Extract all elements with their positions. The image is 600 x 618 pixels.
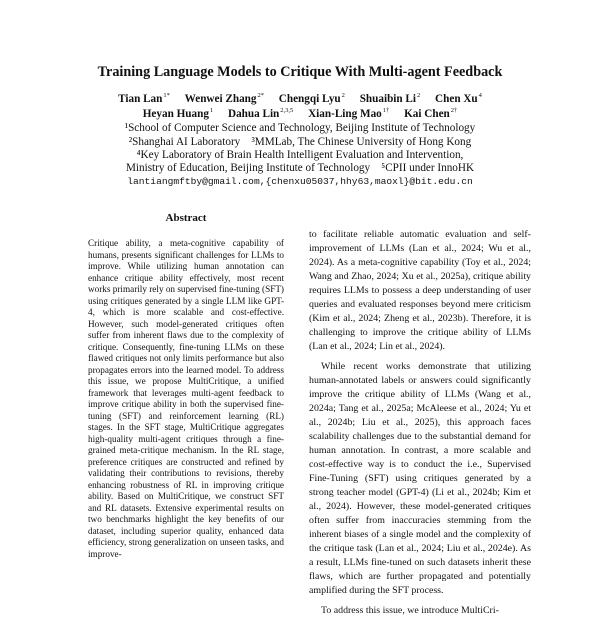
body-paragraph: to facilitate reliable automatic evaluation and self-improvement of LLMs (Lan et al., 2024; Wu et al., 2024). As a meta-cognitive capability (Toy et al., 2024; Wang and Zhao, 2024; Xu et al., 2025a), critique ability requires LLMs to possess a deep understanding of user queries and evaluated responses beyond mere criticism (Kim et al., 2024; Zheng et al., 2023b). Therefore, it is challenging to improve the critique ability of LLMs (Lan et al., 2024; Lin et al., 2024). — [309, 229, 531, 352]
author: Wenwei Zhang$^{2*}$ — [184, 92, 264, 105]
contact-email[interactable]: lantiangmftby@gmail.com,{chenxu05037,hhy63,maoxl}@bit.edu.cn — [127, 176, 473, 187]
body-paragraph: To address this issue, we introduce MultiCri- — [321, 605, 499, 616]
affiliation-line: Ministry of Education, Beijing Institute of Technology ⁵CPII under InnoHK — [125, 162, 475, 174]
introduction-column — [309, 228, 531, 618]
author: Chengqi Lyu$^2$ — [278, 92, 345, 105]
body-paragraph: While recent works demonstrate that utilizing human-annotated labels or answers could significantly improve the critique ability of LLMs (Wang et al., 2024a; Tang et al., 2025a; McAleese et al., 2024; Yu et al., 2024b; Liu et al., 2025), this approach faces scalability challenges due to the substantial demand for human annotation. In contrast, a more scalable and cost-effective way is to conduct the i.e., Supervised Fine-Tuning (SFT) using critiques generated by a strong teacher model (GPT-4) (Li et al., 2024b; Kim et al., 2024). However, these model-generated critiques often suffer from inaccuracies stemming from the inherent biases of a single model and the complexity of the critique task (Lan et al., 2024; Liu et al., 2024e). As a result, LLMs fine-tuned on such datasets inherit these flaws, which are further propagated and potentially amplified during the SFT process. — [309, 361, 531, 596]
author: Heyan Huang$^1$ — [142, 107, 214, 120]
author-line-2 — [0, 107, 600, 120]
author: Shuaibin Li$^2$ — [359, 92, 421, 105]
author: Kai Chen$^{2\dagger}$ — [404, 107, 458, 120]
author: Dahua Lin$^{2,3,5}$ — [227, 107, 294, 120]
abstract-heading: Abstract — [165, 212, 207, 224]
author: Xian-Ling Mao$^{1\dagger}$ — [308, 107, 390, 120]
affiliation-line: ¹School of Computer Science and Technology, Beijing Institute of Technology — [124, 122, 476, 134]
paper-title: Training Language Models to Critique With Multi-agent Feedback — [97, 64, 503, 80]
author: Chen Xu$^4$ — [435, 92, 482, 105]
author: Tian Lan$^{1*}$ — [118, 92, 170, 105]
affiliation-line: ²Shanghai AI Laboratory ³MMLab, The Chinese University of Hong Kong — [128, 136, 472, 148]
abstract-body: Critique ability, a meta-cognitive capability of humans, presents significant challenges for LLMs to improve. While utilizing human annotation can enhance critique ability effectively, most recent works primarily rely on supervised fine-tuning (SFT) using critiques generated by a single LLM like GPT-4, which is more scalable and cost-effective. However, such model-generated critiques often suffer from inherent flaws due to the complexity of critique. Consequently, fine-tuning LLMs on these flawed critiques not only limits performance but also propagates errors into the learned model. To address this issue, we propose MultiCritique, a unified framework that leverages multi-agent feedback to improve critique ability in both the supervised fine-tuning (SFT) and reinforcement learning (RL) stages. In the SFT stage, MultiCritique aggregates high-quality multi-agent critiques through a fine-grained meta-critique mechanism. In the RL stage, preference critiques are constructed and refined by validating their contributions to revisions, thereby enhancing robustness of RL in improving critique ability. Based on MultiCritique, we construct SFT and RL datasets. Extensive experimental results on two benchmarks highlight the key benefits of our dataset, including superior quality, enhanced data efficiency, strong generalization on unseen tasks, and improve- — [88, 238, 284, 559]
author-line-1 — [0, 92, 600, 105]
affiliation-line: ⁴Key Laboratory of Brain Health Intelligent Evaluation and Intervention, — [136, 149, 464, 161]
